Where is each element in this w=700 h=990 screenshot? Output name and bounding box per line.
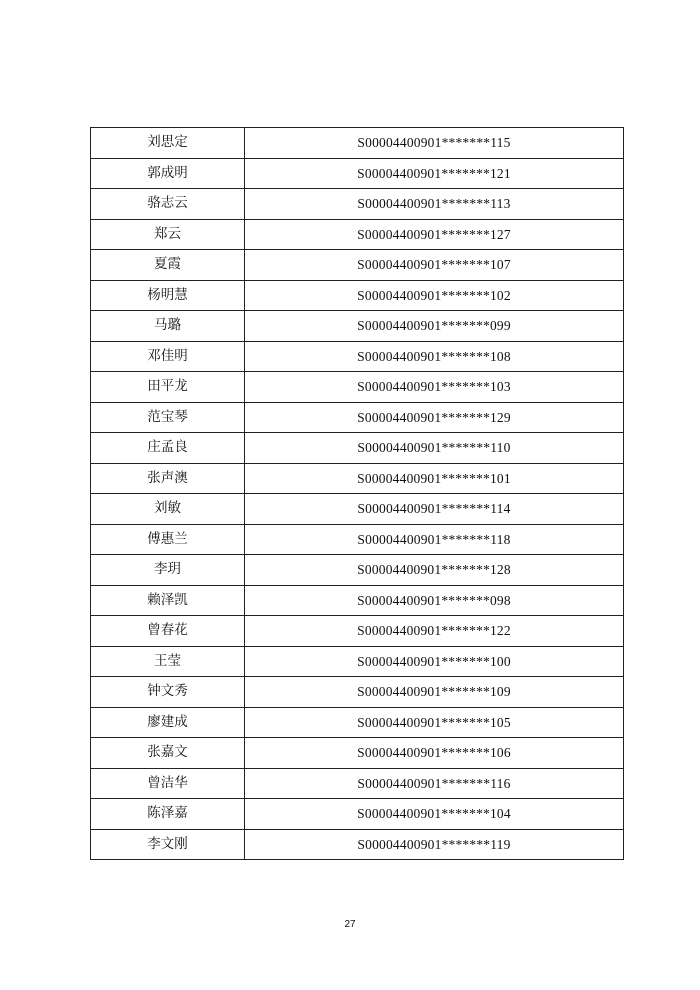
id-cell: S00004400901*******107 [245,250,624,281]
name-cell: 刘思定 [91,128,245,159]
table-row [91,707,624,738]
id-cell: S00004400901*******114 [245,494,624,525]
id-cell: S00004400901*******104 [245,799,624,830]
name-cell: 钟文秀 [91,677,245,708]
name-cell: 马璐 [91,311,245,342]
id-cell: S00004400901*******106 [245,738,624,769]
id-cell: S00004400901*******108 [245,341,624,372]
name-cell: 邓佳明 [91,341,245,372]
table-row [91,494,624,525]
table-row [91,280,624,311]
id-cell: S00004400901*******098 [245,585,624,616]
table-row [91,402,624,433]
table-row [91,646,624,677]
name-cell: 李文刚 [91,829,245,860]
name-cell: 曾春花 [91,616,245,647]
name-cell: 张嘉文 [91,738,245,769]
name-cell: 曾洁华 [91,768,245,799]
id-cell: S00004400901*******099 [245,311,624,342]
name-cell: 刘敏 [91,494,245,525]
table-row [91,433,624,464]
table-row [91,158,624,189]
name-cell: 陈泽嘉 [91,799,245,830]
name-cell: 骆志云 [91,189,245,220]
roster-table [90,127,624,860]
table-row [91,555,624,586]
roster-table-body [91,128,624,860]
table-row [91,738,624,769]
table-row [91,463,624,494]
id-cell: S00004400901*******122 [245,616,624,647]
name-cell: 李玥 [91,555,245,586]
id-cell: S00004400901*******100 [245,646,624,677]
id-cell: S00004400901*******103 [245,372,624,403]
table-row [91,311,624,342]
name-cell: 赖泽凯 [91,585,245,616]
name-cell: 郑云 [91,219,245,250]
table-row [91,677,624,708]
name-cell: 张声澳 [91,463,245,494]
table-row [91,128,624,159]
page-number: 27 [344,919,356,930]
table-row [91,341,624,372]
id-cell: S00004400901*******105 [245,707,624,738]
table-row [91,372,624,403]
table-row [91,219,624,250]
id-cell: S00004400901*******127 [245,219,624,250]
name-cell: 庄孟良 [91,433,245,464]
name-cell: 廖建成 [91,707,245,738]
id-cell: S00004400901*******118 [245,524,624,555]
name-cell: 夏霞 [91,250,245,281]
table-row [91,799,624,830]
name-cell: 田平龙 [91,372,245,403]
id-cell: S00004400901*******119 [245,829,624,860]
id-cell: S00004400901*******102 [245,280,624,311]
id-cell: S00004400901*******116 [245,768,624,799]
id-cell: S00004400901*******121 [245,158,624,189]
name-cell: 杨明慧 [91,280,245,311]
table-row [91,768,624,799]
table-row [91,829,624,860]
name-cell: 傅惠兰 [91,524,245,555]
table-row [91,616,624,647]
table-row [91,524,624,555]
id-cell: S00004400901*******113 [245,189,624,220]
table-row [91,585,624,616]
id-cell: S00004400901*******110 [245,433,624,464]
name-cell: 范宝琴 [91,402,245,433]
id-cell: S00004400901*******109 [245,677,624,708]
name-cell: 郭成明 [91,158,245,189]
name-cell: 王莹 [91,646,245,677]
id-cell: S00004400901*******101 [245,463,624,494]
table-row [91,250,624,281]
table-row [91,189,624,220]
id-cell: S00004400901*******129 [245,402,624,433]
id-cell: S00004400901*******128 [245,555,624,586]
id-cell: S00004400901*******115 [245,128,624,159]
